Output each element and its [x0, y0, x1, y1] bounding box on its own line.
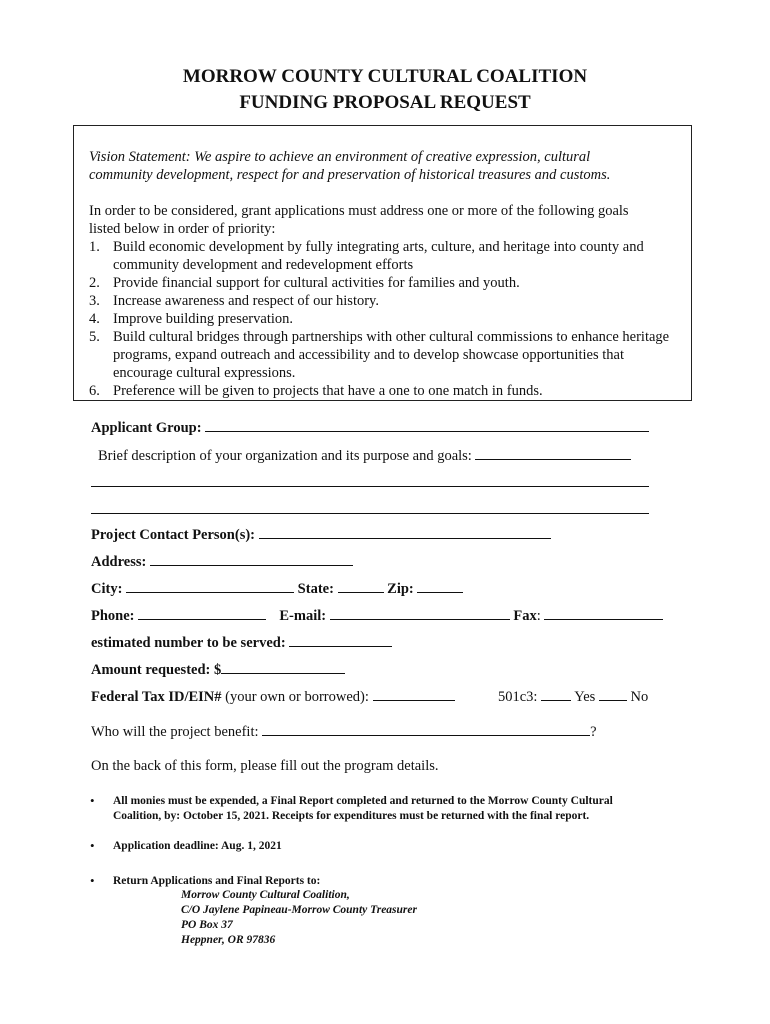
phone-label: Phone: — [91, 608, 135, 624]
question-mark: ? — [590, 724, 597, 740]
c3-label: 501c3: — [498, 689, 538, 705]
goals-intro-line1: In order to be considered, grant applications must address one or more of the following goals — [89, 203, 629, 219]
bullet-icon: • — [90, 793, 95, 808]
c3-no-field[interactable] — [599, 686, 627, 701]
estimated-field[interactable] — [289, 632, 392, 647]
estimated-row — [91, 632, 392, 652]
brief-description-label: Brief description of your organization and its purpose and goals: — [98, 448, 472, 464]
address-line2: C/O Jaylene Papineau-Morrow County Treasurer — [181, 904, 417, 916]
goal-item — [89, 238, 679, 274]
goal-text: Provide financial support for cultural activities for families and youth. — [113, 275, 520, 291]
state-field[interactable] — [338, 578, 384, 593]
city-field[interactable] — [126, 578, 294, 593]
estimated-label: estimated number to be served: — [91, 635, 286, 651]
return-notice: Return Applications and Final Reports to: — [113, 875, 321, 887]
federal-tax-row — [91, 686, 455, 706]
vision-statement-line1: Vision Statement: We aspire to achieve an environment of creative expression, cultural — [89, 149, 591, 165]
address-line4: Heppner, OR 97836 — [181, 934, 276, 946]
contact-person-field[interactable] — [259, 524, 551, 539]
email-label: E-mail: — [279, 608, 327, 624]
fax-label: Fax — [513, 608, 537, 624]
state-label: State: — [297, 581, 334, 597]
phone-field[interactable] — [138, 605, 266, 620]
description-line[interactable] — [91, 513, 649, 514]
who-benefit-field[interactable] — [262, 721, 590, 736]
who-benefit-label: Who will the project benefit: — [91, 724, 259, 740]
who-benefit-row — [91, 721, 597, 741]
bullet-icon: • — [90, 838, 95, 853]
address-label: Address: — [91, 554, 147, 570]
goal-item — [89, 292, 679, 310]
goal-text: Improve building preservation. — [113, 311, 293, 327]
goal-item — [89, 382, 679, 400]
goals-intro-line2: listed below in order of priority: — [89, 221, 276, 237]
fax-colon: : — [536, 608, 541, 624]
goal-item — [89, 274, 679, 292]
address-line3: PO Box 37 — [181, 919, 233, 931]
zip-label: Zip: — [387, 581, 414, 597]
city-label: City: — [91, 581, 123, 597]
goal-number: 1. — [89, 239, 100, 255]
applicant-group-label: Applicant Group: — [91, 420, 202, 436]
federal-tax-label: Federal Tax ID/EIN# — [91, 689, 222, 705]
federal-tax-field[interactable] — [373, 686, 455, 701]
contact-person-row — [91, 524, 551, 544]
goal-text: Build economic development by fully integrating arts, culture, and heritage into county and community development and redevelopment efforts — [113, 239, 644, 273]
goal-item — [89, 328, 679, 382]
contact-person-label: Project Contact Person(s): — [91, 527, 256, 543]
applicant-group-field[interactable] — [205, 417, 649, 432]
brief-description-row — [98, 445, 631, 465]
amount-row — [91, 659, 345, 679]
phone-email-fax-row — [91, 605, 663, 625]
bullet-icon: • — [90, 873, 95, 888]
c3-row — [498, 686, 648, 706]
goal-number: 5. — [89, 329, 100, 345]
address-line1: Morrow County Cultural Coalition, — [181, 889, 350, 901]
expend-notice-line2: Coalition, by: October 15, 2021. Receipts for expenditures must be returned with the final report. — [113, 810, 590, 822]
goal-item — [89, 310, 679, 328]
city-state-zip-row — [91, 578, 463, 598]
back-note: On the back of this form, please fill out the program details. — [91, 758, 439, 774]
goal-number: 3. — [89, 293, 100, 309]
c3-yes-field[interactable] — [541, 686, 571, 701]
c3-yes-label: Yes — [574, 689, 596, 705]
goal-number: 6. — [89, 383, 100, 399]
deadline-notice: Application deadline: Aug. 1, 2021 — [113, 840, 282, 852]
c3-no-label: No — [630, 689, 649, 705]
vision-statement-line2: community development, respect for and preservation of historical treasures and customs. — [89, 167, 611, 183]
brief-description-field[interactable] — [475, 445, 631, 460]
expend-notice-line1: All monies must be expended, a Final Report completed and returned to the Morrow County Cultural — [113, 795, 613, 807]
goals-list — [89, 238, 679, 400]
goal-text: Increase awareness and respect of our history. — [113, 293, 379, 309]
federal-tax-note: (your own or borrowed): — [221, 689, 369, 705]
email-field[interactable] — [330, 605, 510, 620]
address-row — [91, 551, 353, 571]
expend-notice — [113, 794, 613, 824]
fax-field[interactable] — [544, 605, 663, 620]
return-address — [181, 888, 417, 948]
goal-number: 4. — [89, 311, 100, 327]
description-line[interactable] — [91, 486, 649, 487]
goal-number: 2. — [89, 275, 100, 291]
zip-field[interactable] — [417, 578, 463, 593]
address-field[interactable] — [150, 551, 353, 566]
page-subtitle: FUNDING PROPOSAL REQUEST — [239, 92, 531, 113]
amount-field[interactable] — [221, 659, 345, 674]
goal-text: Build cultural bridges through partnerships with other cultural commissions to enhance heritage programs, expand outreach and accessibility and to develop showcase opportunities that encourage cultural expressions. — [113, 329, 670, 381]
amount-label: Amount requested: $ — [91, 662, 222, 678]
goal-text: Preference will be given to projects that have a one to one match in funds. — [113, 383, 543, 399]
applicant-group-row — [91, 417, 649, 437]
page-title: MORROW COUNTY CULTURAL COALITION — [182, 66, 588, 87]
